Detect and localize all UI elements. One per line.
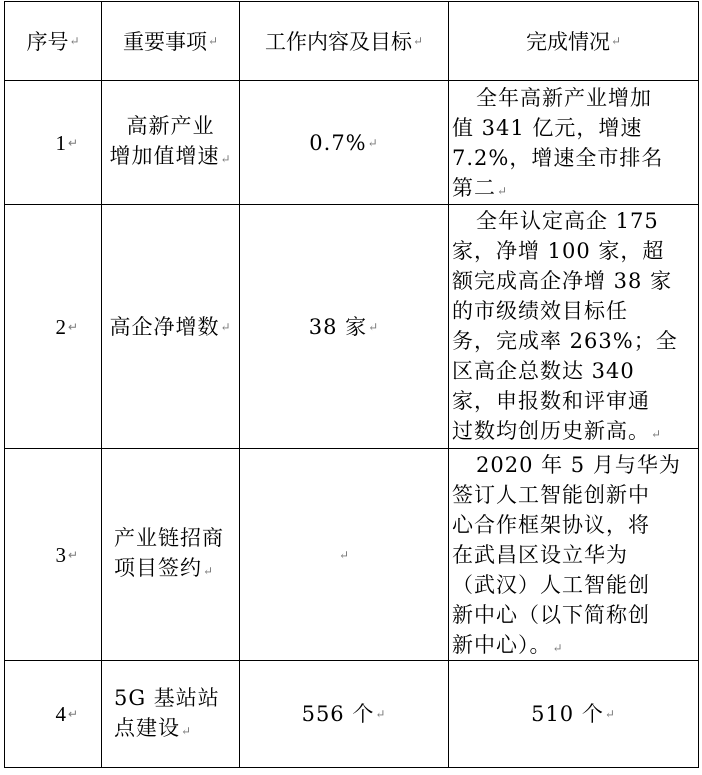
target-value: 38 家 (308, 314, 368, 339)
result-line: 家，申报数和评审通 (452, 389, 650, 413)
result-line: 在武昌区设立华为 (452, 543, 628, 567)
row1-result (452, 83, 696, 206)
item-line: 产业链招商 (114, 526, 224, 550)
row4-item (102, 661, 239, 767)
row2-target (240, 205, 448, 448)
paragraph-mark: ↵ (375, 707, 387, 721)
result-line: 的市级绩效目标任 (452, 299, 628, 323)
table-border-bottom (4, 767, 698, 768)
result-line: 新中心（以下简称创 (452, 603, 650, 627)
row3-index (5, 449, 101, 660)
header-target (240, 2, 448, 80)
result-line: 家，净增 100 家，超 (452, 239, 665, 263)
result-line: 务，完成率 263%；全 (452, 329, 678, 353)
header-result-label: 完成情况 (525, 30, 610, 54)
table-border-right (698, 1, 699, 768)
header-result (449, 2, 698, 80)
row4-result (449, 661, 698, 767)
paragraph-mark: ↵ (651, 427, 663, 441)
result-line: 值 341 亿元，增速 (452, 116, 643, 140)
paragraph-mark: ↵ (338, 547, 351, 562)
item-line: 点建设 (114, 715, 180, 740)
target-value: 556 个 (301, 702, 375, 726)
row2-index (5, 205, 101, 448)
header-target-label: 工作内容及目标 (264, 30, 412, 54)
result-line: 签订人工智能创新中 (452, 483, 650, 507)
row4-target (240, 661, 448, 767)
header-index (5, 2, 101, 80)
header-index-label: 序号 (26, 30, 69, 54)
row2-item (102, 205, 239, 448)
paragraph-mark: ↵ (67, 319, 79, 334)
result-line: 区高企总数达 340 (452, 359, 635, 383)
paragraph-mark: ↵ (69, 34, 80, 48)
paragraph-mark: ↵ (368, 319, 380, 334)
row1-target (240, 81, 448, 204)
result-line: 新中心）。 (452, 633, 552, 657)
result-line: 过数均创历史新高。 (452, 419, 650, 443)
paragraph-mark: ↵ (67, 547, 79, 562)
item-line: 项目签约 (114, 556, 202, 580)
paragraph-mark: ↵ (67, 135, 79, 150)
paragraph-mark: ↵ (367, 135, 379, 150)
result-line: 2020 年 5 月与华为 (476, 453, 681, 477)
row3-result (452, 450, 696, 663)
paragraph-mark: ↵ (604, 707, 616, 721)
row-index-value: 3 (55, 542, 67, 567)
row4-index (5, 661, 101, 767)
paragraph-mark: ↵ (552, 641, 564, 655)
item-line: 高企净增数 (109, 314, 220, 339)
row-index-value: 2 (55, 314, 67, 339)
row2-result (452, 206, 696, 449)
result-line: 7.2%，增速全市排名 (452, 146, 664, 170)
result-line: 额完成高企净增 38 家 (452, 269, 673, 293)
row-index-value: 1 (55, 130, 67, 155)
header-item (102, 2, 239, 80)
paragraph-mark: ↵ (207, 34, 219, 48)
paragraph-mark: ↵ (412, 34, 424, 48)
paragraph-mark: ↵ (220, 319, 232, 334)
row-index-value: 4 (55, 702, 67, 726)
paragraph-mark: ↵ (497, 184, 509, 198)
header-item-label: 重要事项 (122, 30, 207, 54)
paragraph-mark: ↵ (203, 564, 215, 578)
result-line: 全年认定高企 175 (476, 209, 659, 233)
row1-index (5, 81, 101, 204)
item-line: 5G 基站站 (114, 685, 220, 710)
result-line: 心合作框架协议，将 (452, 513, 650, 537)
result-line: 510 个 (531, 702, 604, 726)
item-line: 增加值增速 (109, 144, 220, 168)
result-line: （武汉）人工智能创 (452, 573, 650, 597)
row3-target (240, 449, 448, 660)
target-value: 0.7% (309, 130, 367, 155)
table-col-divider (448, 1, 449, 768)
paragraph-mark: ↵ (220, 152, 232, 166)
result-line: 第二 (452, 176, 496, 200)
paragraph-mark: ↵ (67, 707, 79, 721)
paragraph-mark: ↵ (610, 34, 622, 48)
row1-item (102, 81, 239, 204)
item-line: 高新产业 (126, 114, 215, 138)
paragraph-mark: ↵ (181, 723, 193, 738)
row3-item (102, 449, 239, 660)
result-line: 全年高新产业增加 (476, 86, 652, 110)
